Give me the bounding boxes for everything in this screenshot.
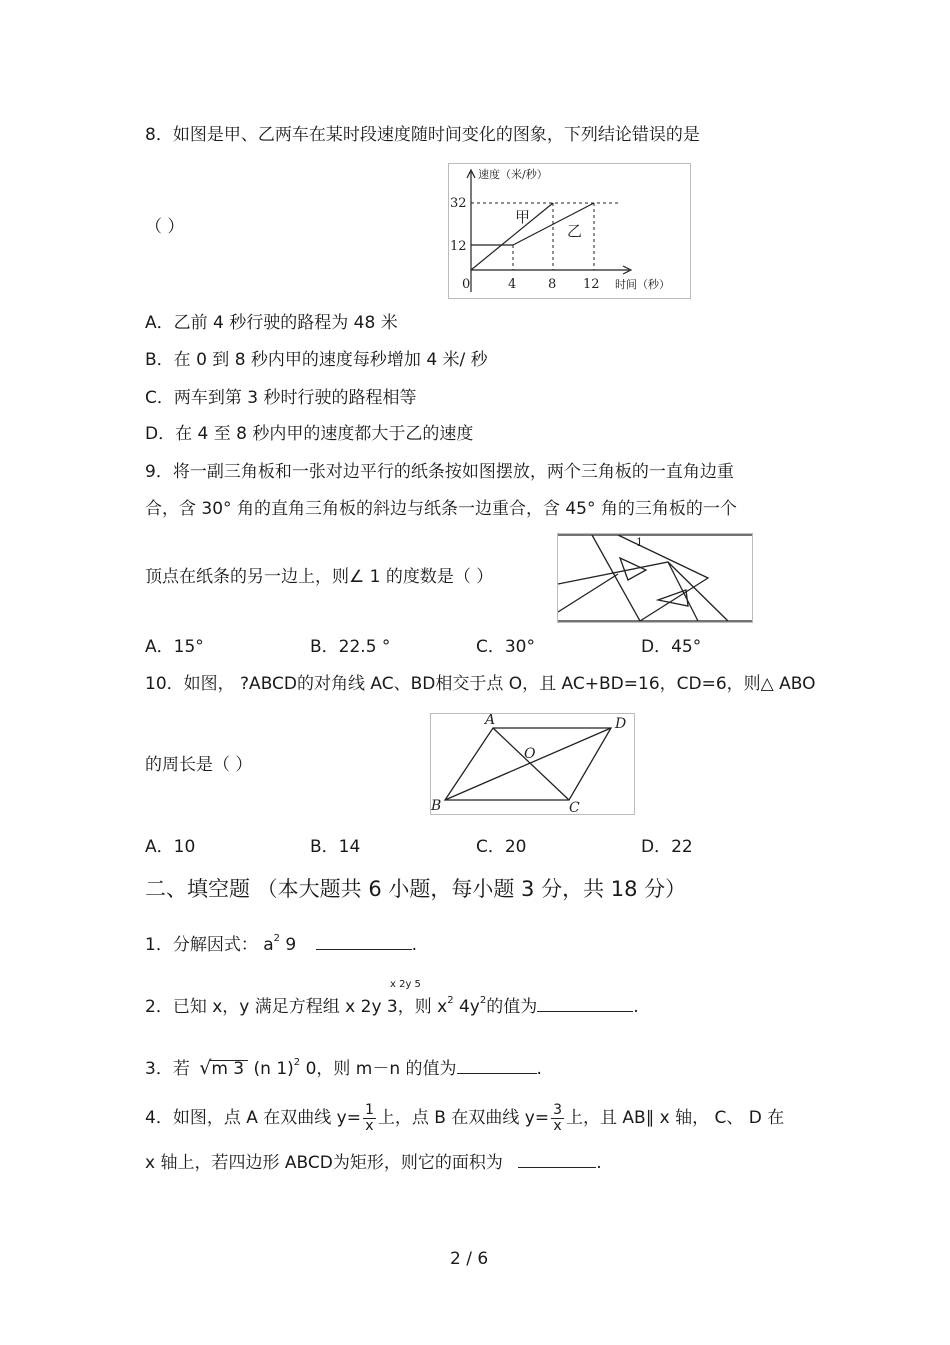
vertex-d: D: [615, 716, 627, 732]
fill-q2-answer-blank[interactable]: [537, 995, 633, 1012]
fill-q1-end: .: [411, 935, 418, 955]
sqrt-sign-icon: √: [199, 1057, 212, 1079]
q9-triangle-ruler-figure: [557, 533, 753, 623]
fraction-1-numerator: 1: [364, 1101, 374, 1118]
fill-q1-rest: 9: [280, 935, 297, 955]
diagonal-bd: [445, 728, 611, 800]
vertex-a: A: [485, 714, 496, 728]
x-tick-8: 8: [548, 277, 557, 292]
q10-option-a: A．10: [145, 837, 196, 857]
y-tick-12: 12: [450, 239, 467, 254]
fill-q1: [145, 933, 417, 954]
fill-q4-fraction-1: [363, 1103, 376, 1133]
fraction-1-denominator: x: [365, 1117, 374, 1134]
x-tick-12: 12: [583, 277, 600, 292]
section-2-heading: 二、填空题 （本大题共 6 小题，每小题 3 分，共 18 分）: [145, 877, 687, 901]
q9-line1: 9．将一副三角板和一张对边平行的纸条按如图摆放，两个三角板的一直角边重: [145, 462, 734, 482]
fill-q2-exp1: 2: [447, 995, 454, 1006]
fill-q4-line2: [145, 1151, 602, 1172]
vertex-b: B: [431, 798, 442, 814]
q8-option-d: D．在 4 至 8 秒内甲的速度都大于乙的速度: [145, 424, 474, 444]
strip-cut: [558, 574, 618, 612]
q8-option-b: B．在 0 到 8 秒内甲的速度每秒增加 4 米/ 秒: [145, 350, 488, 370]
q10-line1: 10．如图， ?ABCD的对角线 AC、BD相交于点 O，且 AC+BD=16，CD=6，则△ ABO: [145, 674, 816, 694]
fill-q4-line1-c: 上，且 AB∥ x 轴， C、 D 在: [566, 1108, 785, 1128]
label-jia: 甲: [515, 208, 531, 226]
q10-parallelogram-figure: [430, 713, 635, 815]
q9-option-d: D．45°: [641, 637, 702, 657]
x-tick-4: 4: [508, 277, 517, 292]
q9-option-c: C．30°: [476, 637, 536, 657]
fraction-2-denominator: x: [553, 1117, 562, 1134]
q8-option-c: C．两车到第 3 秒时行驶的路程相等: [145, 388, 417, 408]
triangle-30: [592, 535, 708, 621]
fill-q3-exp: 2: [293, 1057, 301, 1068]
fill-q2-mid: 2y 3，则 x: [360, 997, 448, 1017]
q10-option-b: B．14: [310, 837, 361, 857]
q10-option-d: D．22: [641, 837, 693, 857]
q10-line2: 的周长是（ ）: [145, 755, 253, 775]
fill-q1-answer-blank[interactable]: [316, 933, 412, 950]
y-tick-32: 32: [450, 196, 467, 211]
origin-label: 0: [462, 277, 471, 292]
fill-q2: [145, 995, 639, 1016]
q10-figure-svg: [431, 714, 634, 814]
line-jia: [471, 203, 553, 270]
fill-q1-prefix: 1．分解因式： a: [145, 935, 274, 955]
q9-option-b: B．22.5 °: [310, 637, 391, 657]
fill-q2-mid2: 4y: [453, 997, 480, 1017]
fill-q2-system-top: x 2y 5: [390, 979, 421, 990]
fill-q2-end: .: [633, 997, 639, 1017]
angle-1-label: 1: [636, 536, 643, 549]
q9-line2: 合，含 30° 角的直角三角板的斜边与纸条一边重合，含 45° 角的三角板的一个: [145, 499, 737, 519]
fill-q4-fraction-2: [551, 1103, 564, 1133]
fill-q3: [145, 1057, 542, 1078]
q9-line3: 顶点在纸条的另一边上，则∠ 1 的度数是（ ）: [145, 567, 494, 587]
fill-q2-suffix: 的值为: [486, 997, 538, 1017]
vertex-c: C: [569, 800, 580, 814]
fill-q3-mid: (n 1): [248, 1059, 294, 1079]
diagonal-ac: [493, 728, 569, 800]
center-o: O: [524, 746, 536, 762]
fill-q2-exp2: 2: [479, 995, 487, 1006]
fill-q3-end: .: [536, 1059, 542, 1079]
fill-q4-end: .: [596, 1153, 602, 1173]
fraction-2-numerator: 3: [553, 1101, 562, 1118]
triangle-45: [558, 562, 728, 621]
fill-q1-exp: 2: [273, 933, 281, 944]
q8-stem: 8．如图是甲、乙两车在某时段速度随时间变化的图象，下列结论错误的是: [145, 125, 700, 145]
fill-q4-line1-a: 4．如图，点 A 在双曲线 y=: [145, 1108, 361, 1128]
fill-q3-answer-blank[interactable]: [457, 1057, 537, 1074]
label-yi: 乙: [567, 222, 583, 240]
q8-graph-svg: [449, 164, 690, 298]
fill-q2-prefix: 2．已知 x，y 满足方程组 x: [145, 997, 356, 1017]
q9-figure-svg: [558, 534, 752, 622]
q8-answer-paren: （ ）: [145, 217, 185, 237]
fill-q4-line1-b: 上，点 B 在双曲线 y=: [377, 1108, 550, 1128]
fill-q3-prefix: 3．若: [145, 1059, 190, 1079]
fill-q4-line1: [145, 1098, 784, 1138]
q9-option-a: A．15°: [145, 637, 204, 657]
y-axis-label: 速度（米/秒）: [478, 168, 548, 181]
q10-option-c: C．20: [476, 837, 527, 857]
q8-speed-time-graph: [448, 163, 691, 299]
q8-option-a: A．乙前 4 秒行驶的路程为 48 米: [145, 313, 398, 333]
x-axis-label: 时间（秒）: [615, 278, 670, 291]
fill-q4-answer-blank[interactable]: [518, 1151, 596, 1168]
fill-q4-line2-text: x 轴上，若四边形 ABCD为矩形，则它的面积为: [145, 1153, 503, 1173]
fill-q3-sqrt: m 3: [209, 1060, 248, 1078]
fill-q3-rest: 0，则 m－n 的值为: [300, 1059, 457, 1079]
page-number: 2 / 6: [450, 1249, 489, 1269]
